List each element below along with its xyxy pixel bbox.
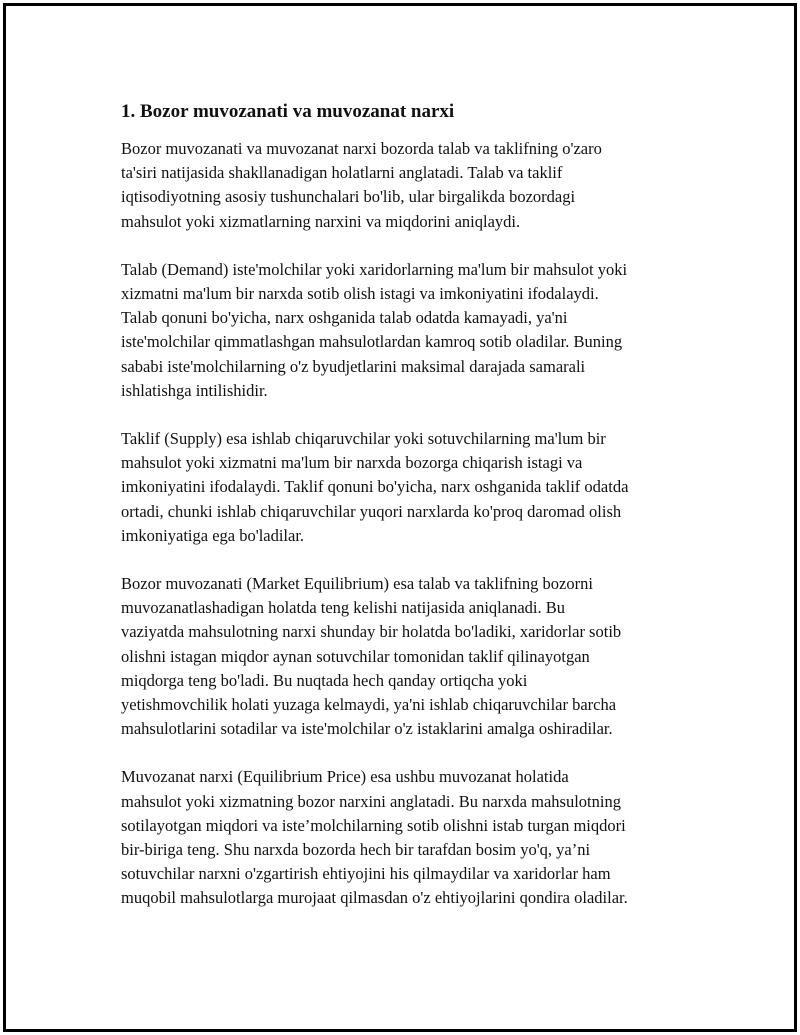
document-body (121, 100, 701, 935)
text-line: Taklif (Supply) esa ishlab chiqaruvchilar yoki sotuvchilarning ma'lum bir (121, 429, 606, 449)
page-border (3, 3, 797, 1032)
text-line: miqdorga teng bo'ladi. Bu nuqtada hech qanday ortiqcha yoki (121, 670, 528, 690)
text-line: Muvozanat narxi (Equilibrium Price) esa ushbu muvozanat holatida (121, 767, 569, 787)
text-line: mahsulot yoki xizmatni ma'lum bir narxda bozorga chiqarish istagi va (121, 453, 583, 473)
text-line: mahsulotlarini sotadilar va iste'molchilar o'z istaklarini amalga oshiradilar. (121, 719, 613, 739)
text-line: Bozor muvozanati va muvozanat narxi bozorda talab va taklifning o'zaro (121, 139, 602, 158)
paragraph-intro (121, 137, 701, 234)
text-line: sotuvchilar narxni o'zgartirish ehtiyojini his qilmaydilar va xaridorlar ham (121, 864, 611, 884)
text-line: ortadi, chunki ishlab chiqaruvchilar yuqori narxlarda ko'proq daromad olish (121, 501, 622, 521)
text-line: Talab (Demand) iste'molchilar yoki xaridorlarning ma'lum bir mahsulot yoki (121, 259, 628, 279)
text-line: Bozor muvozanati (Market Equilibrium) esa talab va taklifning bozorni (121, 574, 593, 594)
text-line: xizmatni ma'lum bir narxda sotib olish istagi va imkoniyatini ifodalaydi. (121, 284, 599, 304)
text-line: imkoniyatini ifodalaydi. Taklif qonuni bo'yicha, narx oshganida taklif odatda (121, 477, 629, 497)
text-line: imkoniyatiga ega bo'ladilar. (121, 525, 305, 545)
text-line: iqtisodiyotning asosiy tushunchalari bo'lib, ular birgalikda bozordagi (121, 187, 576, 207)
text-line: olishni istagan miqdor aynan sotuvchilar tomonidan taklif qilinayotgan (121, 646, 590, 666)
text-line: sababi iste'molchilarning o'z byudjetlarini maksimal darajada samarali (121, 356, 586, 376)
text-line: vaziyatda mahsulotning narxi shunday bir holatda bo'ladiki, xaridorlar sotib (121, 622, 622, 642)
text-line: sotilayotgan miqdori va iste’molchilarning sotib olishni istab turgan miqdori (121, 815, 626, 835)
paragraph-supply (121, 427, 701, 548)
section-heading: 1. Bozor muvozanati va muvozanat narxi (121, 101, 455, 122)
paragraph-demand (121, 258, 701, 403)
text-line: ishlatishga intilishidir. (121, 380, 268, 400)
text-line: muqobil mahsulotlarga murojaat qilmasdan o'z ehtiyojlarini qondira oladilar. (121, 888, 628, 908)
text-line: yetishmovchilik holati yuzaga kelmaydi, ya'ni ishlab chiqaruvchilar barcha (121, 695, 617, 715)
paragraph-market-equilibrium (121, 572, 701, 741)
text-line: mahsulot yoki xizmatning bozor narxini anglatadi. Bu narxda mahsulotning (121, 791, 621, 811)
text-line: mahsulot yoki xizmatlarning narxini va miqdorini aniqlaydi. (121, 211, 521, 231)
text-line: Talab qonuni bo'yicha, narx oshganida talab odatda kamayadi, ya'ni (121, 308, 568, 328)
text-line: bir-biriga teng. Shu narxda bozorda hech bir tarafdan bosim yo'q, ya’ni (121, 840, 591, 860)
text-line: iste'molchilar qimmatlashgan mahsulotlardan kamroq sotib oladilar. Buning (121, 332, 623, 352)
text-line: muvozanatlashadigan holatda teng kelishi natijasida aniqlanadi. Bu (121, 598, 566, 618)
paragraph-equilibrium-price (121, 765, 701, 910)
text-line: ta'siri natijasida shakllanadigan holatlarni anglatadi. Talab va taklif (121, 163, 563, 183)
